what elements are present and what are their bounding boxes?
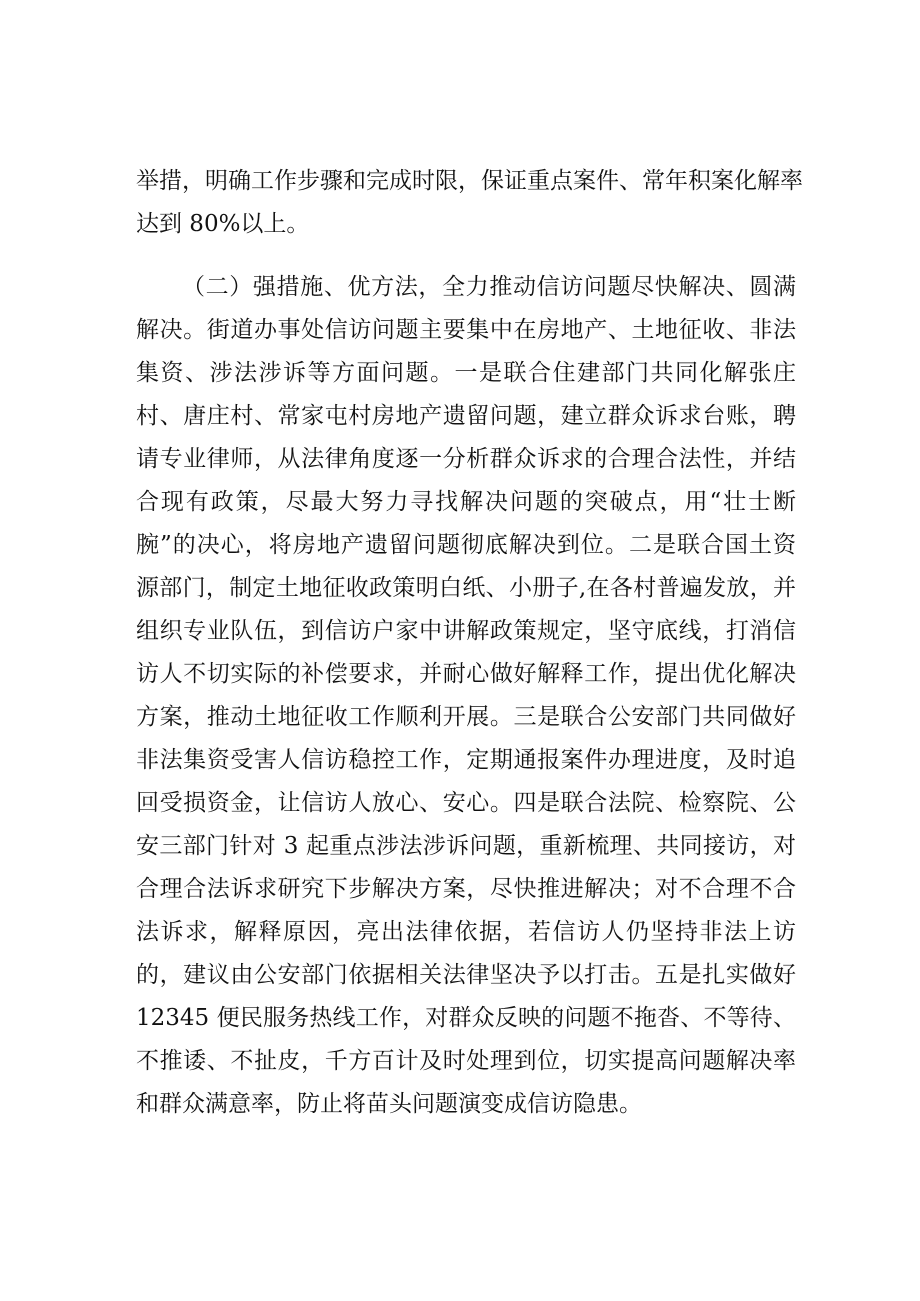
paragraph-2: [136, 266, 796, 1126]
text-line: 法诉求，解释原因，亮出法律依据，若信访人仍坚持非法上访: [136, 919, 796, 945]
text-line: 达到 80%以上。: [136, 211, 310, 237]
text-line: 合现有政策，尽最大努力寻找解决问题的突破点，用“壮士断: [136, 489, 796, 515]
text-line: （二）强措施、优方法，全力推动信访问题尽快解决、圆满: [182, 274, 796, 300]
text-line: 集资、涉法涉诉等方面问题。一是联合住建部门共同化解张庄: [136, 360, 796, 386]
text-line: 访人不切实际的补偿要求，并耐心做好解释工作，提出优化解决: [136, 661, 796, 687]
text-line: 回受损资金，让信访人放心、安心。四是联合法院、检察院、公: [136, 790, 796, 816]
text-line: 解决。街道办事处信访问题主要集中在房地产、土地征收、非法: [136, 317, 796, 343]
paragraph-gap: [136, 246, 796, 266]
text-line: 非法集资受害人信访稳控工作，定期通报案件办理进度，及时追: [136, 747, 796, 773]
text-line: 不推诿、不扯皮，千方百计及时处理到位，切实提高问题解决率: [136, 1048, 796, 1074]
text-line: 安三部门针对 3 起重点涉法涉诉问题，重新梳理、共同接访，对: [136, 833, 796, 859]
text-line: 举措，明确工作步骤和完成时限，保证重点案件、常年积案化解率: [136, 168, 803, 194]
text-line: 腕”的决心，将房地产遗留问题彻底解决到位。二是联合国土资: [136, 532, 796, 558]
text-line: 村、唐庄村、常家屯村房地产遗留问题，建立群众诉求台账，聘: [136, 403, 796, 429]
text-line: 源部门，制定土地征收政策明白纸、小册子,在各村普遍发放，并: [136, 575, 796, 601]
text-line: 方案，推动土地征收工作顺利开展。三是联合公安部门共同做好: [136, 704, 796, 730]
text-line: 请专业律师，从法律角度逐一分析群众诉求的合理合法性，并结: [136, 446, 796, 472]
text-line: 合理合法诉求研究下步解决方案，尽快推进解决；对不合理不合: [136, 876, 796, 902]
text-line: 的，建议由公安部门依据相关法律坚决予以打击。五是扎实做好: [136, 962, 796, 988]
paragraph-1: [136, 160, 803, 246]
text-line: 12345 便民服务热线工作，对群众反映的问题不拖沓、不等待、: [136, 1005, 796, 1031]
text-line: 组织专业队伍，到信访户家中讲解政策规定，坚守底线，打消信: [136, 618, 796, 644]
body-text: [136, 160, 803, 1126]
text-line: 和群众满意率，防止将苗头问题演变成信访隐患。: [136, 1091, 642, 1117]
